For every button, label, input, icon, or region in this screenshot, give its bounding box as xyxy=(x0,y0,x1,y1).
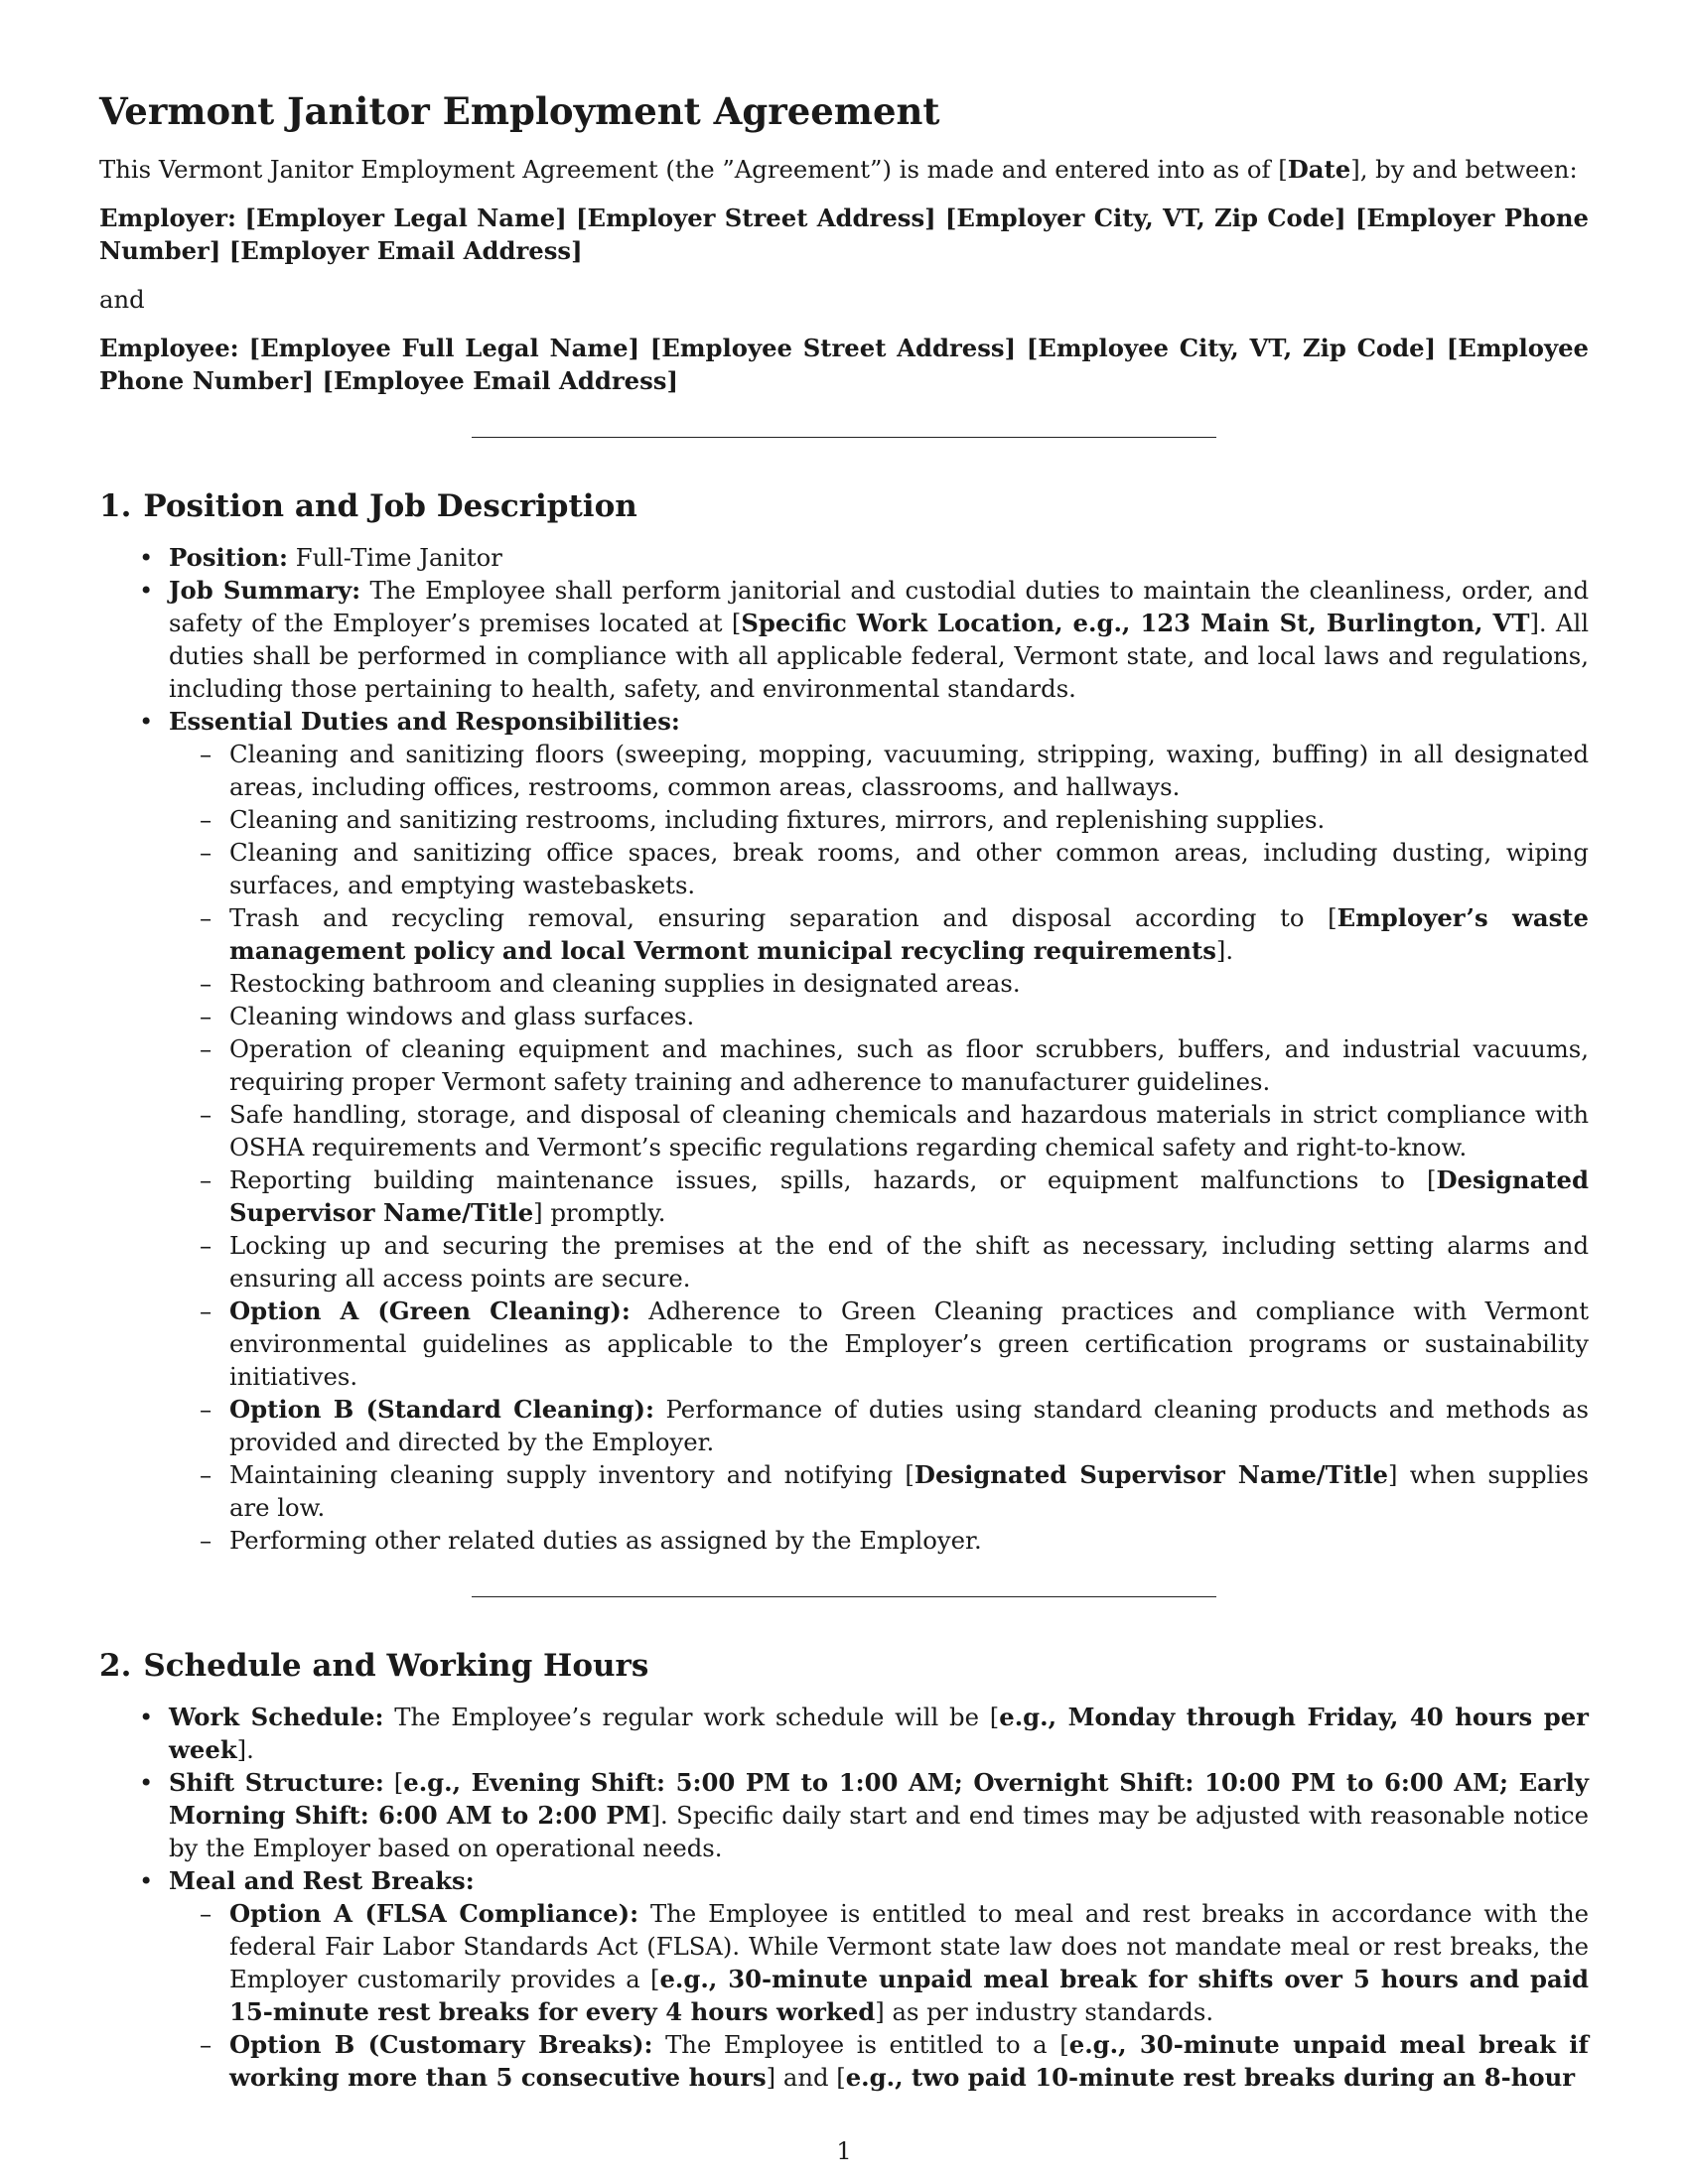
item-label: Work Schedule: xyxy=(169,1703,384,1731)
section-2-title: Schedule and Working Hours xyxy=(143,1648,649,1684)
intro-text-1: This Vermont Janitor Employment Agreement (the ”Agreement”) is made and entered into as of [ xyxy=(99,155,1288,184)
employer-block xyxy=(99,202,1589,267)
section-1-list xyxy=(99,541,1589,1557)
employee-block xyxy=(99,332,1589,397)
option-text: ] and [ xyxy=(766,2063,846,2092)
duty-text: Reporting building maintenance issues, spills, hazards, or equipment malfunctions to [ xyxy=(229,1165,1437,1194)
duty-text: Performance of duties using standard cleaning products and methods as provided and directed by the Employer. xyxy=(229,1395,1589,1456)
section-1-number: 1. xyxy=(99,488,132,524)
item-text: The Employee’s regular work schedule will be [ xyxy=(383,1703,1000,1731)
duty-text: Trash and recycling removal, ensuring separation and disposal according to [ xyxy=(229,903,1337,932)
duty-placeholder: Designated Supervisor Name/Title xyxy=(229,1165,1589,1227)
intro-text-2: ], by and between: xyxy=(1350,155,1578,184)
duty-placeholder: Designated Supervisor Name/Title xyxy=(914,1460,1388,1489)
list-item-breaks xyxy=(99,1864,1589,2094)
duty-placeholder: Employer’s waste management policy and local Vermont municipal recycling requirements xyxy=(229,903,1589,965)
shift-placeholder: e.g., Evening Shift: 5:00 PM to 1:00 AM; Overnight Shift: 10:00 PM to 6:00 AM; Early Morning Shift: 6:00 AM to 2:00 PM xyxy=(169,1768,1589,1830)
page-number: 1 xyxy=(836,2137,852,2165)
duty-item: – Safe handling, storage, and disposal of cleaning chemicals and hazardous materials in strict compliance with OSHA requirements and Vermont’s specific regulations regarding chemical safety and right-to-know. xyxy=(169,1098,1589,1163)
section-1-title: Position and Job Description xyxy=(143,488,637,524)
item-label: Shift Structure: xyxy=(169,1768,384,1797)
breaks-list xyxy=(169,1897,1589,2094)
work-location-placeholder: Specific Work Location, e.g., 123 Main St, Burlington, VT xyxy=(741,609,1530,637)
list-item-work-schedule xyxy=(99,1701,1589,1766)
employee-label: Employee: xyxy=(99,334,239,362)
intro-paragraph xyxy=(99,153,1589,186)
duty-item xyxy=(169,1458,1589,1524)
document-title: Vermont Janitor Employment Agreement xyxy=(99,89,940,133)
duty-item: – Cleaning windows and glass surfaces. xyxy=(169,1000,1589,1032)
option-label: Option B (Standard Cleaning): xyxy=(229,1395,654,1424)
duty-item xyxy=(169,1163,1589,1229)
schedule-placeholder: e.g., Monday through Friday, 40 hours per week xyxy=(169,1703,1589,1764)
section-2-list xyxy=(99,1701,1589,2094)
duty-item: – Performing other related duties as assigned by the Employer. xyxy=(169,1524,1589,1557)
duty-item xyxy=(169,1295,1589,1393)
item-label: Position: xyxy=(169,543,289,572)
option-text: The Employee is entitled to a [ xyxy=(652,2030,1069,2059)
list-item-job-summary xyxy=(99,574,1589,705)
duty-text: ] promptly. xyxy=(533,1198,666,1227)
duty-item: – Locking up and securing the premises at the end of the shift as necessary, including setting alarms and ensuring all access points are secure. xyxy=(169,1229,1589,1295)
item-text: The Employee shall perform janitorial and custodial duties to maintain the cleanliness, order, and safety of the Employer’s premises located at [ xyxy=(169,576,1589,637)
and-text: and xyxy=(99,285,145,314)
item-label: Job Summary: xyxy=(169,576,361,605)
break-placeholder: e.g., 30-minute unpaid meal break if working more than 5 consecutive hours xyxy=(229,2030,1589,2092)
list-item-position xyxy=(99,541,1589,574)
employer-details: [Employer Legal Name] [Employer Street Address] [Employer City, VT, Zip Code] [Employer Phone Number] [Employer Email Address] xyxy=(99,204,1589,265)
item-text: ]. xyxy=(236,1735,254,1764)
duty-text: ]. xyxy=(1215,936,1234,965)
section-2-number: 2. xyxy=(99,1648,132,1684)
break-option-b xyxy=(169,2028,1589,2094)
option-label: Option A (Green Cleaning): xyxy=(229,1297,631,1325)
duty-item: – Cleaning and sanitizing floors (sweeping, mopping, vacuuming, stripping, waxing, buffing) in all designated areas, including offices, restrooms, common areas, classrooms, and hallways. xyxy=(169,738,1589,803)
duty-item xyxy=(169,1393,1589,1458)
duty-item: – Operation of cleaning equipment and machines, such as floor scrubbers, buffers, and industrial vacuums, requiring proper Vermont safety training and adherence to manufacturer guidelines. xyxy=(169,1032,1589,1098)
option-label: Option A (FLSA Compliance): xyxy=(229,1899,639,1928)
section-1-heading xyxy=(99,485,1589,527)
section-2-heading xyxy=(99,1645,1589,1687)
item-label: Meal and Rest Breaks: xyxy=(169,1866,475,1895)
item-text: [ xyxy=(383,1768,404,1797)
option-text: The Employee is entitled to meal and rest breaks in accordance with the federal Fair Labor Standards Act (FLSA). While Vermont state law does not mandate meal or rest breaks, the Employer customarily provides a [ xyxy=(229,1899,1589,1993)
option-text: ] as per industry standards. xyxy=(875,1997,1214,2026)
duty-item: – Cleaning and sanitizing office spaces, break rooms, and other common areas, including dusting, wiping surfaces, and emptying wastebaskets. xyxy=(169,836,1589,901)
duty-text: Adherence to Green Cleaning practices and compliance with Vermont environmental guidelines as applicable to the Employer’s green certification programs or sustainability initiatives. xyxy=(229,1297,1589,1391)
option-label: Option B (Customary Breaks): xyxy=(229,2030,653,2059)
item-text: ]. All duties shall be performed in compliance with all applicable federal, Vermont state, and local laws and regulations, including those pertaining to health, safety, and environmental standards. xyxy=(169,609,1590,703)
item-label: Essential Duties and Responsibilities: xyxy=(169,707,680,736)
item-text: ]. Specific daily start and end times may be adjusted with reasonable notice by the Employer based on operational needs. xyxy=(169,1801,1589,1862)
duty-item xyxy=(169,901,1589,967)
duty-text: ] when supplies are low. xyxy=(229,1460,1589,1522)
list-item-shift-structure xyxy=(99,1766,1589,1864)
list-item-duties xyxy=(99,705,1589,1557)
employer-label: Employer: xyxy=(99,204,236,232)
break-placeholder: e.g., 30-minute unpaid meal break for shifts over 5 hours and paid 15-minute rest breaks for every 4 hours worked xyxy=(229,1965,1589,2026)
intro-date: Date xyxy=(1287,155,1351,184)
document-page xyxy=(99,87,1589,2094)
duty-item: – Restocking bathroom and cleaning supplies in designated areas. xyxy=(169,967,1589,1000)
duty-item: – Cleaning and sanitizing restrooms, including fixtures, mirrors, and replenishing supplies. xyxy=(169,803,1589,836)
section-divider xyxy=(472,437,1216,438)
break-placeholder: e.g., two paid 10-minute rest breaks during an 8-hour xyxy=(845,2063,1576,2092)
duty-text: Maintaining cleaning supply inventory and notifying [ xyxy=(229,1460,914,1489)
item-text: Full-Time Janitor xyxy=(288,543,502,572)
section-divider xyxy=(472,1596,1216,1597)
duties-list xyxy=(169,738,1589,1557)
employee-details: [Employee Full Legal Name] [Employee Street Address] [Employee City, VT, Zip Code] [Employee Phone Number] [Employee Email Address] xyxy=(99,334,1589,395)
break-option-a xyxy=(169,1897,1589,2028)
